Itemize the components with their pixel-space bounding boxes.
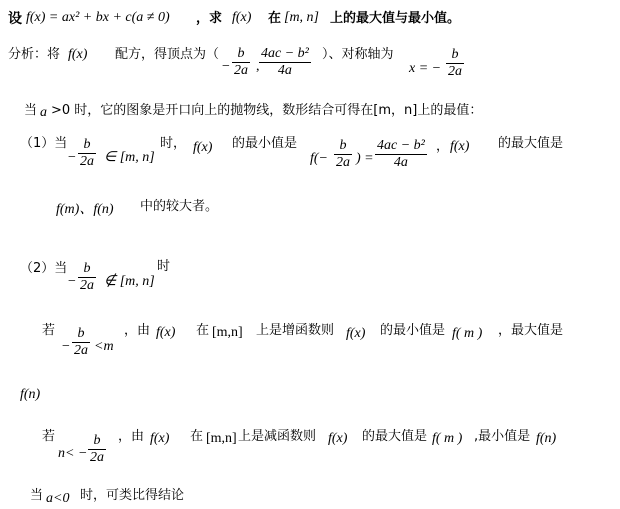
case1-value-fraction: [375, 138, 427, 171]
case2b-ruo: 若: [42, 429, 56, 444]
case2a-max-text: ，最大值是: [498, 323, 564, 338]
case1-fm-fn: f(m)、f(n): [56, 202, 114, 217]
case1-arg-den: 2a: [336, 155, 350, 170]
case2b-min-text: ,最小值是: [474, 429, 531, 444]
vertex-y-den: 4a: [277, 63, 292, 78]
case1-value-num: 4ac − b²: [377, 138, 425, 153]
vertex-comma: ,: [256, 59, 260, 74]
analysis-text1: 配方，得顶点为（: [115, 47, 220, 62]
title-qiu: ，求: [196, 11, 223, 26]
case-pos-a: a: [40, 105, 47, 120]
case-pos-text: >0 时，它的图象是开口向上的抛物线，数形结合可得在[m，n]上的最值：: [51, 103, 483, 118]
case2b-zai: 在: [190, 429, 204, 444]
case2a-inc: 上是增函数则: [256, 323, 335, 338]
axis-lhs: x = −: [409, 61, 442, 76]
case2-shi: 时: [157, 259, 171, 274]
vertex-x-den: 2a: [234, 63, 248, 78]
case2a-fraction: [72, 326, 90, 359]
vertex-x-fraction: [232, 46, 250, 79]
case1-in: ∈ [m, n]: [104, 150, 155, 165]
title-zai: 在: [268, 11, 282, 26]
case2a-you: ，由: [124, 323, 151, 338]
title-fx: f(x): [232, 10, 252, 25]
case2a-fm: f( m ): [452, 326, 483, 341]
analysis-label: 分析：将: [8, 47, 61, 62]
axis-den: 2a: [448, 64, 462, 79]
title-interval: [m, n]: [284, 10, 320, 25]
case1-fraction: [78, 137, 96, 170]
case2b-den: 2a: [90, 450, 104, 465]
case2b-you: ，由: [118, 429, 145, 444]
title-she: 设: [8, 11, 22, 27]
case2a-fx2: f(x): [346, 326, 366, 341]
case1-num: b: [78, 137, 96, 154]
case1-arg-num: b: [334, 138, 352, 155]
title-tail: 上的最大值与最小值。: [330, 11, 461, 26]
case2b-num: b: [88, 433, 106, 450]
case2b-interval: [m,n]: [206, 431, 237, 446]
case2a-num: b: [72, 326, 90, 343]
vertex-x-num: b: [232, 46, 250, 63]
case-pos-dang: 当: [24, 103, 38, 118]
case2a-den: 2a: [74, 343, 88, 358]
case2b-fm: f( m ): [432, 431, 463, 446]
case1-fx: f(x): [193, 140, 213, 155]
case1-arg-fraction: [334, 138, 352, 171]
axis-num: b: [446, 47, 464, 64]
case2-notin: ∉ [m, n]: [104, 274, 155, 289]
case2a-interval: [m,n]: [212, 325, 243, 340]
vertex-y-num: 4ac − b²: [261, 46, 309, 61]
case2b-dec: 上是减函数则: [238, 429, 317, 444]
case2b-n-lt: n< −: [58, 446, 88, 461]
case2a-minus: −: [62, 339, 70, 354]
case2-fraction: [78, 261, 96, 294]
case2b-fraction: [88, 433, 106, 466]
case1-shi: 时，: [160, 136, 187, 151]
case2a-fx: f(x): [156, 325, 176, 340]
case2-num: b: [78, 261, 96, 278]
case1-larger: 中的较大者。: [140, 199, 219, 214]
case2a-lt-m: <m: [94, 339, 114, 354]
case-neg-cond: a<0: [46, 491, 70, 506]
vertex-y-fraction: [259, 46, 311, 79]
vertex-minus: −: [222, 59, 230, 74]
case-neg-dang: 当: [30, 488, 44, 503]
case1-f-open: f(−: [310, 151, 328, 166]
case2a-min-text: 的最小值是: [380, 323, 446, 338]
analysis-fx: f(x): [68, 47, 88, 62]
case2-den: 2a: [80, 278, 94, 293]
case1-minus: −: [68, 150, 76, 165]
case1-max-text: 的最大值是: [498, 136, 564, 151]
case-neg-text: 时，可类比得结论: [80, 488, 185, 503]
case2-minus: −: [68, 274, 76, 289]
case1-fx2: f(x): [450, 139, 470, 154]
case1-comma: ，: [436, 139, 450, 154]
case2b-fx: f(x): [150, 431, 170, 446]
case1-den: 2a: [80, 154, 94, 169]
case1-f-close: ) =: [356, 151, 374, 166]
case1-min-text: 的最小值是: [232, 136, 298, 151]
case1-value-den: 4a: [393, 155, 408, 170]
case2a-ruo: 若: [42, 323, 56, 338]
case2-label: （2）当: [20, 261, 68, 276]
case2b-max-text: 的最大值是: [362, 429, 428, 444]
case2b-fx2: f(x): [328, 431, 348, 446]
case2b-fn: f(n): [536, 431, 557, 446]
axis-fraction: [446, 47, 464, 80]
case2a-fn: f(n): [20, 387, 41, 402]
case1-label: （1）当: [20, 136, 68, 151]
analysis-text2: ）、对称轴为: [322, 47, 394, 62]
title-function: f(x) = ax² + bx + c(a ≠ 0): [26, 10, 170, 25]
case2a-zai: 在: [196, 323, 210, 338]
